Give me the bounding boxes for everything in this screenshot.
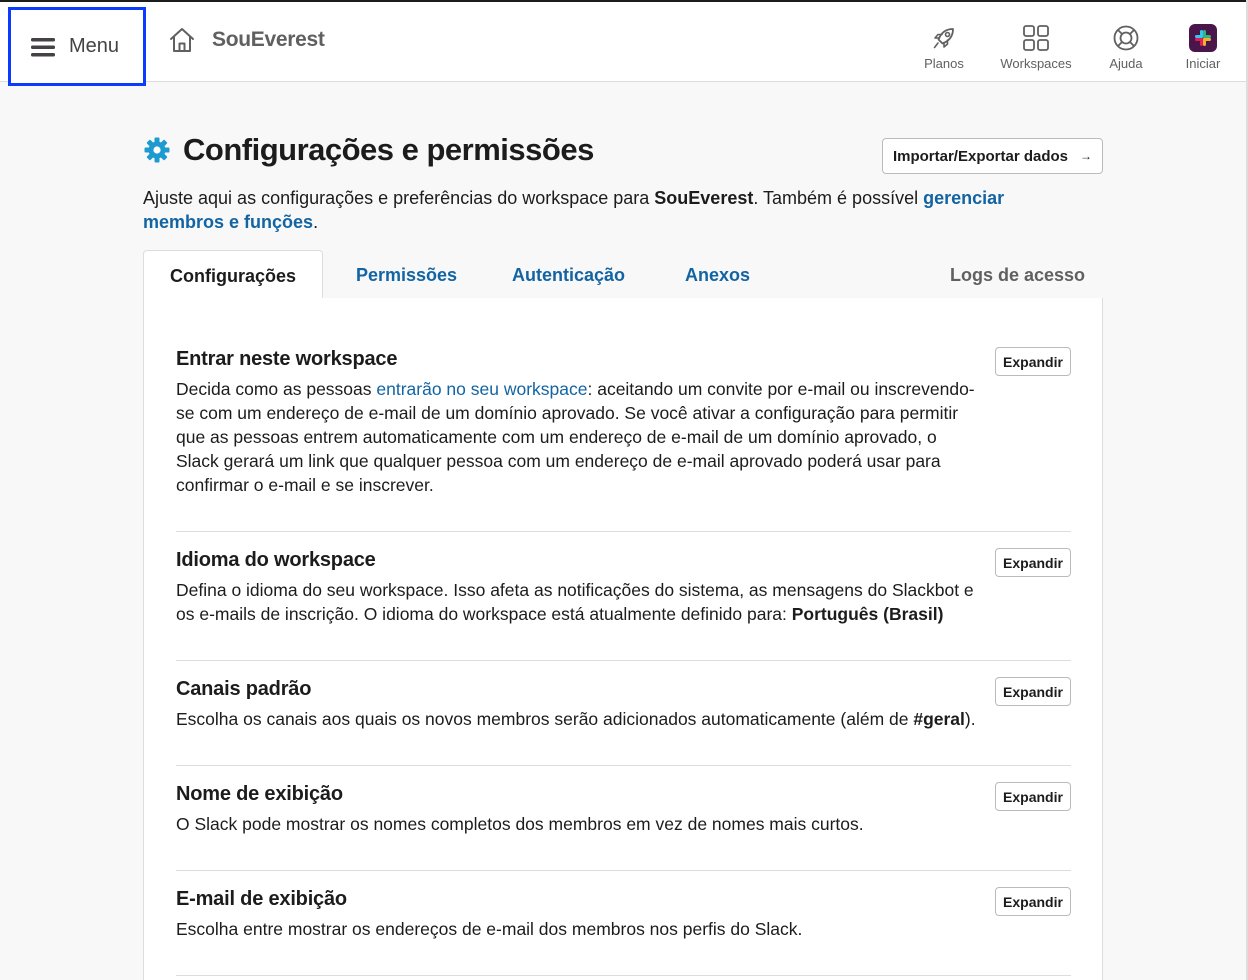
section-title: Canais padrão xyxy=(176,678,312,700)
expand-button[interactable]: Expandir xyxy=(995,347,1071,376)
section-title: E-mail de exibição xyxy=(176,888,347,910)
menu-label: Menu xyxy=(69,35,120,57)
nav-ajuda-label: Ajuda xyxy=(1109,56,1143,71)
section-title: Nome de exibição xyxy=(176,783,343,805)
section-title: Idioma do workspace xyxy=(176,549,376,571)
intro-text xyxy=(143,186,1083,234)
slack-hash-icon xyxy=(1194,29,1212,47)
intro-end: . xyxy=(313,212,319,232)
tab-permissoes[interactable]: Permissões xyxy=(356,265,458,285)
divider xyxy=(176,765,1071,766)
grid-icon xyxy=(1022,24,1050,52)
nav-ajuda[interactable] xyxy=(1106,20,1146,71)
home-link[interactable] xyxy=(168,26,325,54)
tab-logs-de-acesso[interactable]: Logs de acesso xyxy=(950,265,1086,285)
section-text: Decida como as pessoas xyxy=(176,379,377,399)
rocket-icon xyxy=(930,24,958,52)
section-workspace-language xyxy=(176,549,1071,626)
section-display-name xyxy=(176,783,1071,836)
arrow-right-icon: → xyxy=(1080,149,1093,163)
expand-button[interactable]: Expandir xyxy=(995,548,1071,577)
intro-prefix: Ajuste aqui as configurações e preferências do workspace para xyxy=(143,188,655,208)
section-text: Escolha os canais aos quais os novos membros serão adicionados automaticamente (além de xyxy=(176,709,914,729)
slack-logo xyxy=(1189,24,1217,52)
page-title xyxy=(143,132,594,168)
divider xyxy=(176,531,1071,532)
section-description xyxy=(176,377,976,497)
workspace-name: SouEverest xyxy=(212,28,325,51)
lifebuoy-icon xyxy=(1112,24,1140,52)
top-bar xyxy=(0,2,1246,82)
section-text-rest: : aceitando um convite por e-mail ou inscrevendo-se com um endereço de e-mail de um domínio aprovado. Se você ativar a configuração para permitir que as pessoas entrem automaticamente com um endereço de e-mail de um domínio aprovado, o Slack gerará um link que qualquer pessoa com um endereço de e-mail aprovado poderá usar para confirmar o e-mail e se inscrever. xyxy=(176,379,975,495)
expand-button[interactable]: Expandir xyxy=(995,677,1071,706)
page-heading: Configurações e permissões xyxy=(183,132,594,167)
expand-button[interactable]: Expandir xyxy=(995,887,1071,916)
settings-panel xyxy=(143,298,1103,980)
home-icon xyxy=(168,26,196,54)
settings-tabs xyxy=(143,250,1103,299)
section-description xyxy=(176,578,976,626)
divider xyxy=(176,975,1071,976)
nav-iniciar[interactable] xyxy=(1184,20,1222,71)
section-description: O Slack pode mostrar os nomes completos dos membros em vez de nomes mais curtos. xyxy=(176,814,864,834)
import-export-label: Importar/Exportar dados xyxy=(892,147,1069,165)
nav-workspaces-label: Workspaces xyxy=(1000,56,1072,71)
intro-workspace-name: SouEverest xyxy=(654,188,754,208)
section-join-workspace xyxy=(176,348,1071,497)
current-language: Português (Brasil) xyxy=(791,604,944,624)
general-channel: #geral xyxy=(913,709,965,729)
section-default-channels xyxy=(176,678,1071,731)
section-text: Defina o idioma do seu workspace. Isso afeta as notificações do sistema, as mensagens do Slackbot e os e-mails de inscrição. O idioma do workspace está atualmente definido para: xyxy=(176,580,974,624)
section-display-email xyxy=(176,888,1071,941)
divider xyxy=(176,660,1071,661)
manage-members-link[interactable]: gerenciar membros e funções xyxy=(143,188,1005,232)
section-description xyxy=(176,707,976,731)
nav-iniciar-label: Iniciar xyxy=(1185,56,1221,71)
gear-icon xyxy=(143,136,171,164)
join-workspace-link[interactable]: entrarão no seu workspace xyxy=(376,379,588,399)
tab-autenticacao[interactable]: Autenticação xyxy=(512,265,626,285)
tab-configuracoes[interactable]: Configurações xyxy=(143,250,323,300)
nav-planos-label: Planos xyxy=(924,56,964,71)
hamburger-icon xyxy=(31,37,55,57)
intro-middle: . Também é possível xyxy=(753,188,924,208)
section-description: Escolha entre mostrar os endereços de e-mail dos membros nos perfis do Slack. xyxy=(176,919,803,939)
section-text-end: ). xyxy=(964,709,976,729)
nav-workspaces[interactable] xyxy=(1000,20,1072,71)
nav-planos[interactable] xyxy=(922,20,966,71)
import-export-button[interactable] xyxy=(882,138,1103,174)
menu-button[interactable] xyxy=(8,7,146,86)
divider xyxy=(176,870,1071,871)
tab-anexos[interactable]: Anexos xyxy=(685,265,751,285)
section-title: Entrar neste workspace xyxy=(176,348,398,370)
expand-button[interactable]: Expandir xyxy=(995,782,1071,811)
